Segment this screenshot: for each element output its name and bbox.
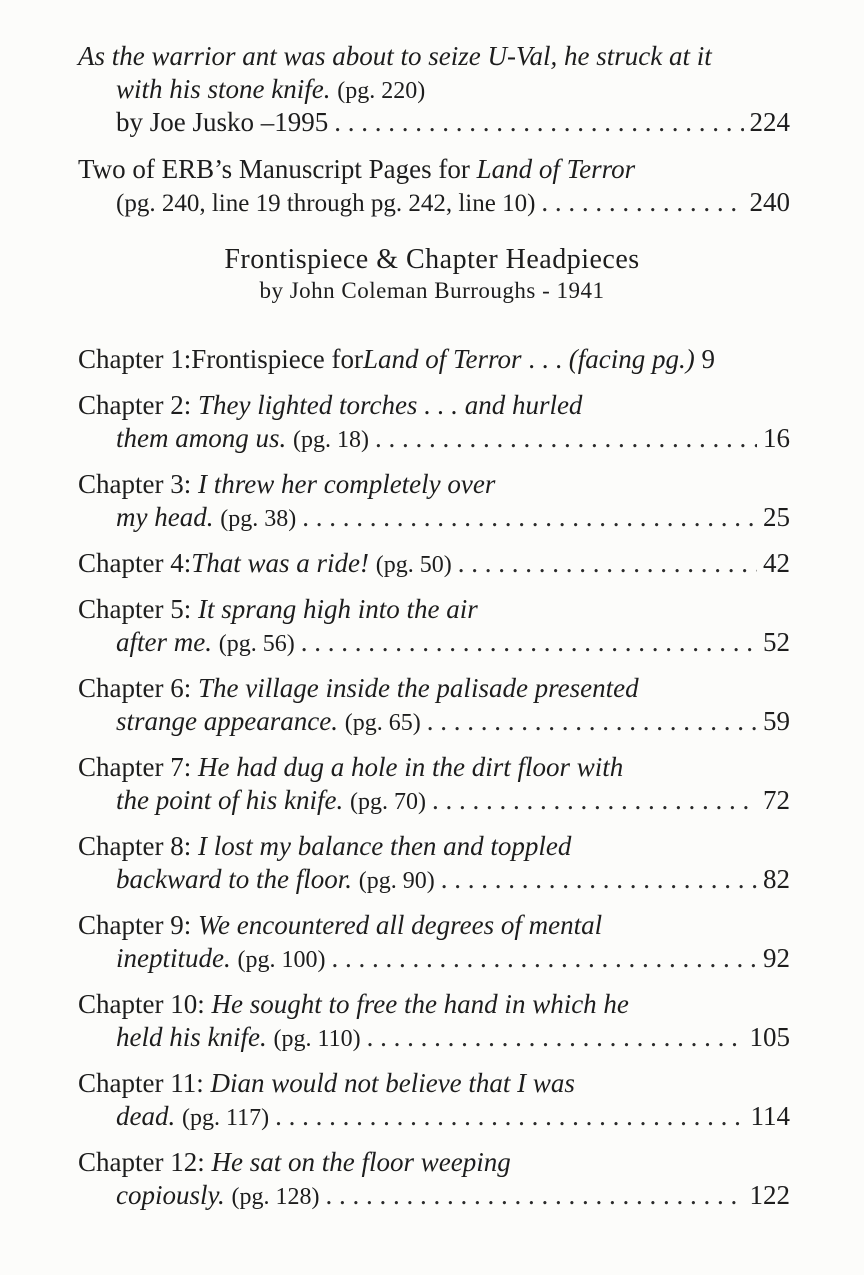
caption-text: held his knife. (116, 1022, 267, 1052)
facing-note: (facing pg.) (568, 344, 695, 374)
page-number: 72 (763, 785, 790, 815)
page-reference: (pg. 50) (375, 552, 452, 578)
caption-text: with his stone knife. (116, 74, 331, 104)
toc-entry-chapter-12 (78, 1146, 790, 1212)
chapter-label: Chapter 12: (78, 1147, 212, 1177)
page-number: 9 (701, 344, 715, 374)
page-number: 105 (749, 1022, 790, 1052)
entry-title: Frontispiece for (191, 344, 363, 374)
toc-entry-chapter-4 (78, 547, 790, 580)
page-reference: (pg. 70) (349, 789, 426, 815)
chapter-label: Chapter 11: (78, 1068, 211, 1098)
chapter-label: Chapter 8: (78, 831, 198, 861)
byline: by Joe Jusko –1995 (116, 107, 329, 137)
chapter-label: Chapter 3: (78, 469, 198, 499)
chapter-label: Chapter 4: (78, 548, 192, 578)
dot-leader (334, 106, 743, 139)
caption-text: I threw her completely over (197, 469, 496, 499)
toc-entry-chapter-7 (78, 751, 790, 817)
section-title: Frontispiece & Chapter Headpieces (224, 244, 640, 275)
page-number: 16 (763, 423, 790, 453)
caption-text: Dian would not believe that I was (210, 1068, 575, 1098)
page-number: 114 (750, 1101, 790, 1131)
dot-leader (302, 501, 757, 534)
caption-text: It sprang high into the air (197, 594, 478, 624)
page-reference: (pg. 128) (231, 1184, 320, 1210)
page-reference: (pg. 18) (293, 427, 369, 453)
page-reference: (pg. 56) (218, 631, 295, 657)
caption-text: He sat on the floor weeping (211, 1147, 511, 1177)
toc-entry-chapter-1 (78, 343, 790, 376)
dot-leader (441, 863, 757, 896)
page-number: 52 (763, 627, 790, 657)
caption-text: strange appearance. (116, 706, 338, 736)
dot-leader (541, 186, 743, 219)
dot-leader: . . . (521, 344, 569, 374)
page-reference: (pg. 65) (344, 710, 421, 736)
caption-text: them among us. (116, 423, 287, 453)
toc-entry-chapter-5 (78, 593, 790, 659)
caption-text: We encountered all degrees of mental (197, 910, 603, 940)
caption-text: copiously. (116, 1180, 225, 1210)
page-number: 82 (763, 864, 790, 894)
dot-leader (432, 784, 757, 817)
entry-title: Two of ERB’s Manuscript Pages for (78, 154, 477, 184)
toc-entry-warrior-ant (78, 40, 790, 139)
toc-entry-chapter-8 (78, 830, 790, 896)
page-reference: (pg. 100) (237, 947, 326, 973)
page-number: 42 (763, 548, 790, 578)
caption-text: The village inside the palisade presented (197, 673, 639, 703)
caption-text: I lost my balance then and toppled (197, 831, 572, 861)
caption-text: That was a ride! (191, 548, 370, 578)
toc-entry-chapter-2 (78, 389, 790, 455)
chapter-label: Chapter 2: (78, 390, 198, 420)
dot-leader (325, 1179, 743, 1212)
caption-text: dead. (116, 1101, 176, 1131)
page-number: 92 (763, 943, 790, 973)
caption-text: the point of his knife. (116, 785, 344, 815)
page-reference: (pg. 110) (273, 1026, 361, 1052)
page-number: 122 (749, 1180, 790, 1210)
page-number: 240 (749, 187, 790, 217)
page-reference: (pg. 90) (358, 868, 435, 894)
chapter-label: Chapter 6: (78, 673, 198, 703)
page-reference: (pg. 220) (337, 78, 426, 104)
toc-entry-chapter-10 (78, 988, 790, 1054)
book-title: Land of Terror (362, 344, 522, 374)
caption-text: He had dug a hole in the dirt floor with (197, 752, 624, 782)
caption-text: As the warrior ant was about to seize U-Val, he struck at it (78, 41, 712, 71)
chapter-label: Chapter 5: (78, 594, 198, 624)
dot-leader (275, 1100, 744, 1133)
toc-entry-chapter-3 (78, 468, 790, 534)
toc-entry-chapter-6 (78, 672, 790, 738)
caption-text: He sought to free the hand in which he (211, 989, 629, 1019)
toc-entry-manuscript-pages (78, 153, 790, 219)
toc-entry-chapter-9 (78, 909, 790, 975)
page-number: 224 (749, 107, 790, 137)
caption-text: ineptitude. (116, 943, 231, 973)
section-subtitle: by John Coleman Burroughs - 1941 (259, 278, 605, 303)
dot-leader (375, 422, 757, 455)
chapter-label: Chapter 10: (78, 989, 212, 1019)
book-title: Land of Terror (476, 154, 636, 184)
chapter-label: Chapter 1: (78, 344, 192, 374)
page-number: 59 (763, 706, 790, 736)
dot-leader (301, 626, 757, 659)
caption-text: my head. (116, 502, 214, 532)
caption-text: They lighted torches . . . and hurled (197, 390, 583, 420)
toc-entry-chapter-11 (78, 1067, 790, 1133)
dot-leader (367, 1021, 744, 1054)
chapter-label: Chapter 7: (78, 752, 198, 782)
dot-leader (331, 942, 757, 975)
page-reference: (pg. 38) (220, 506, 297, 532)
page-number: 25 (763, 502, 790, 532)
caption-text: after me. (116, 627, 212, 657)
dot-leader (427, 705, 757, 738)
page-reference: (pg. 117) (181, 1105, 270, 1131)
caption-text: backward to the floor. (116, 864, 352, 894)
chapter-label: Chapter 9: (78, 910, 198, 940)
page-reference: (pg. 240, line 19 through pg. 242, line 10) (116, 190, 536, 217)
dot-leader (458, 547, 757, 580)
